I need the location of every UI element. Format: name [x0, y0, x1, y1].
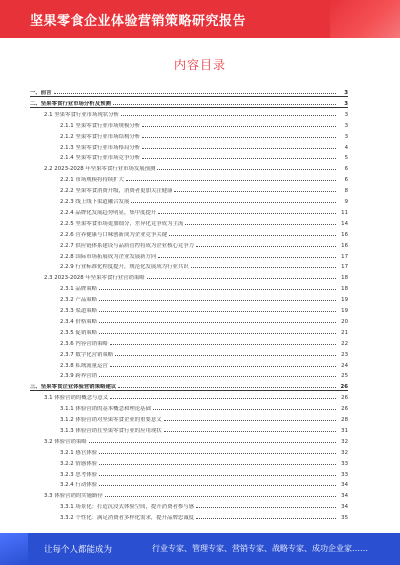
toc-entry-label: 一、前言 — [30, 90, 52, 96]
toc-entry-label: 3.2.1 感官体验 — [60, 449, 97, 456]
toc-entry[interactable] — [44, 489, 348, 499]
toc-entry-page: 3 — [344, 122, 348, 129]
footer-decoration — [0, 533, 28, 565]
toc-entry-label: 3.2.3 思考体验 — [60, 471, 97, 478]
toc-entry[interactable] — [44, 162, 348, 172]
toc-entry-page: 5 — [344, 155, 348, 162]
toc-entry-label: 3.2 体验营销策略 — [44, 438, 87, 445]
toc-entry[interactable] — [60, 239, 348, 249]
toc-entry-page: 32 — [341, 438, 348, 445]
toc-dot-leader — [142, 126, 336, 127]
toc-entry-label: 2.2 2023-2028 年坚果零食行业市场发展预测 — [44, 166, 156, 173]
footer-right-text: 行业专家、管理专家、营销专家、战略专家、成功企业家…… — [152, 544, 368, 553]
toc-dot-leader — [99, 453, 336, 454]
toc-entry-page: 18 — [341, 275, 348, 282]
toc-dot-leader — [185, 224, 336, 225]
toc-dot-leader — [142, 137, 336, 138]
toc-dot-leader — [158, 213, 336, 214]
toc-entry[interactable] — [60, 217, 348, 227]
toc-entry-page: 21 — [341, 329, 348, 336]
toc-entry-page: 16 — [341, 242, 348, 249]
toc-entry-label: 2.3.3 渠道策略 — [60, 308, 97, 314]
toc-entry-label: 3.1.3 体验营销在坚果零食行业的应用现状 — [60, 427, 162, 434]
toc-entry-page: 32 — [341, 449, 348, 456]
toc-entry-page: 35 — [341, 515, 348, 522]
toc-entry[interactable] — [60, 468, 348, 478]
toc-dot-leader — [110, 398, 336, 399]
toc-dot-leader — [153, 409, 336, 410]
toc-entry-page: 4 — [344, 144, 348, 151]
toc-dot-leader — [99, 464, 336, 465]
header-decoration — [330, 0, 400, 38]
toc-entry-page: 26 — [340, 384, 348, 391]
toc-entry-label: 2.3 2023-2028 年坚果零食行业营销策略 — [44, 275, 145, 282]
toc-dot-leader — [126, 180, 336, 181]
toc-entry[interactable] — [60, 337, 348, 347]
toc-entry-label: 2.3.7 数字化营销策略 — [60, 351, 114, 358]
toc-entry-label: 2.3.1 品牌策略 — [60, 286, 97, 293]
toc-dot-leader — [196, 518, 336, 519]
toc-entry-page: 33 — [341, 471, 348, 478]
toc-entry[interactable] — [60, 359, 348, 369]
toc-dot-leader — [174, 191, 336, 192]
toc-entry-label: 2.2.6 营养健康与口味创新成为企业竞争关键 — [60, 231, 168, 238]
toc-entry[interactable] — [30, 380, 348, 391]
toc-dot-leader — [99, 311, 336, 312]
toc-entry-label: 3.2.2 情感体验 — [60, 460, 97, 467]
toc-dot-leader — [99, 376, 336, 377]
toc-entry-page: 25 — [341, 373, 348, 380]
toc-dot-leader — [99, 475, 336, 476]
toc-entry[interactable] — [60, 511, 348, 521]
toc-dot-leader — [99, 485, 336, 486]
toc-dot-leader — [158, 257, 336, 258]
toc-entry-label: 3.3.2 个性化：满足消费者多样化需求，提升品牌忠诚度 — [60, 515, 195, 522]
report-header — [0, 0, 400, 38]
toc-entry-label: 2.3.6 内容营销策略 — [60, 340, 108, 347]
toc-entry-page: 33 — [341, 460, 348, 467]
toc-entry-label: 3.1.1 体验营销的基本概念和理论基础 — [60, 406, 151, 413]
toc-entry[interactable] — [30, 97, 348, 108]
toc-entry[interactable] — [60, 119, 348, 129]
footer-left-text: 让每个人都能成为 — [44, 545, 113, 555]
toc-entry-label: 2.2.3 线上线下渠道融合发展 — [60, 199, 130, 205]
toc-entry-page: 16 — [341, 231, 348, 238]
toc-dot-leader — [164, 431, 336, 432]
toc-dot-leader — [110, 344, 336, 345]
toc-dot-leader — [105, 496, 336, 497]
toc-entry[interactable] — [60, 424, 348, 434]
toc-entry[interactable] — [60, 141, 348, 151]
toc-dot-leader — [89, 442, 336, 443]
toc-entry[interactable] — [60, 228, 348, 238]
toc-entry-page: 6 — [344, 166, 348, 173]
toc-entry-label: 2.2.9 行业标准化程度提升，规范化发展成为行业共识 — [60, 264, 189, 271]
toc-dot-leader — [115, 355, 336, 356]
toc-entry-label: 2.3.5 促销策略 — [60, 329, 97, 336]
toc-dot-leader — [131, 202, 336, 203]
toc-entry-label: 2.2.2 坚果零食消费升级，消费者更加关注健康 — [60, 188, 173, 195]
toc-dot-leader — [99, 333, 336, 334]
toc-entry[interactable] — [44, 391, 348, 401]
toc-dot-leader — [142, 148, 336, 149]
toc-entry-page: 3 — [344, 133, 348, 140]
toc-entry-page: 8 — [344, 188, 348, 195]
toc-entry-page: 31 — [341, 427, 348, 434]
toc-dot-leader — [99, 322, 336, 323]
toc-entry-page: 28 — [341, 417, 348, 423]
toc-entry[interactable] — [60, 293, 348, 303]
toc-entry-label: 2.3.2 产品策略 — [60, 297, 97, 304]
toc-dot-leader — [110, 366, 336, 367]
toc-entry[interactable] — [60, 315, 348, 325]
toc-entry-label: 2.2.1 市场规模将持续扩大 — [60, 177, 124, 184]
toc-dot-leader — [164, 420, 336, 421]
toc-entry-label: 2.1.4 坚果零食行业市场竞争分析 — [60, 155, 141, 162]
toc-entry-page: 34 — [341, 504, 348, 511]
toc-entry[interactable] — [60, 348, 348, 358]
toc-entry-label: 2.2.5 坚果零食市场更加细分，差异化竞争成为主流 — [60, 220, 184, 227]
toc-entry-page: 34 — [341, 493, 348, 500]
toc-entry-page: 34 — [341, 482, 348, 489]
toc-heading: 内容目录 — [173, 58, 226, 72]
toc-dot-leader — [99, 289, 336, 290]
toc-dot-leader — [113, 104, 336, 105]
toc-entry[interactable] — [60, 413, 348, 423]
toc-entry[interactable] — [60, 173, 348, 183]
toc-entry-label: 3.2.4 行动体验 — [60, 482, 97, 489]
toc-entry-page: 24 — [341, 362, 348, 369]
toc-entry-label: 2.1.2 坚果零食行业市场结构分析 — [60, 133, 141, 140]
toc-entry-page: 9 — [344, 199, 348, 205]
toc-dot-leader — [196, 246, 336, 247]
toc-entry-page: 19 — [341, 297, 348, 304]
toc-entry[interactable] — [44, 271, 348, 281]
toc-entry[interactable] — [60, 195, 348, 205]
toc-dot-leader — [54, 93, 336, 94]
toc-dot-leader — [169, 235, 336, 236]
toc-entry-label: 2.1 坚果零食行业市场现状分析 — [44, 111, 119, 118]
toc-dot-leader — [157, 169, 336, 170]
toc-entry[interactable] — [60, 130, 348, 140]
toc-entry-page: 20 — [341, 318, 348, 325]
toc-entry-page: 3 — [344, 90, 348, 96]
toc-entry[interactable] — [60, 304, 348, 314]
toc-dot-leader — [121, 115, 336, 116]
toc-entry[interactable] — [60, 250, 348, 260]
toc-entry[interactable] — [60, 457, 348, 467]
toc-entry-label: 2.1.3 坚果零食行业市场格局分析 — [60, 144, 141, 151]
toc-entry[interactable] — [60, 478, 348, 488]
toc-entry-page: 26 — [341, 395, 348, 402]
toc-entry-page: 17 — [341, 264, 348, 271]
toc-entry-label: 2.2.8 国际市场拓展成为企业发展新方向 — [60, 253, 157, 260]
toc-entry[interactable] — [60, 151, 348, 161]
toc-dot-leader — [196, 507, 336, 508]
toc-entry-label: 二、坚果零食行业市场分析及预测 — [30, 100, 111, 107]
toc-entry-page: 17 — [341, 253, 348, 260]
toc-entry-label: 3.1.2 体验营销对坚果零食企业的重要意义 — [60, 417, 162, 423]
toc-entry-label: 2.3.8 私域流量运营 — [60, 362, 108, 369]
toc-entry[interactable] — [60, 260, 348, 270]
toc-entry[interactable] — [60, 206, 348, 216]
report-title: 坚果零食企业体验营销策略研究报告 — [30, 14, 247, 29]
toc-entry-page: 3 — [344, 111, 348, 118]
toc-entry-label: 2.1.1 坚果零食行业市场规模分析 — [60, 122, 141, 129]
toc-entry-label: 3.3 体验营销的实施路径 — [44, 493, 103, 500]
toc-entry[interactable] — [60, 326, 348, 336]
toc-entry-label: 2.3.4 价格策略 — [60, 318, 97, 325]
toc-entry-page: 19 — [341, 308, 348, 314]
toc-entry-page: 6 — [344, 177, 348, 184]
toc-entry[interactable] — [60, 500, 348, 510]
toc-entry[interactable] — [44, 435, 348, 445]
toc-entry-label: 三、坚果零食企业体验营销策略建议 — [30, 384, 117, 391]
toc-entry[interactable] — [60, 282, 348, 292]
toc-entry-page: 22 — [341, 340, 348, 347]
toc-entry-page: 23 — [341, 351, 348, 358]
report-footer — [0, 533, 400, 565]
toc-entry[interactable] — [30, 86, 348, 97]
toc-entry-page: 18 — [341, 286, 348, 293]
toc-entry-label: 2.2.4 品牌化发展趋势明显，集中度提升 — [60, 209, 157, 216]
toc-dot-leader — [142, 158, 336, 159]
toc-dot-leader — [118, 387, 336, 388]
toc-entry-label: 2.2.7 供应链体系建设与品质管控将成为企业核心竞争力 — [60, 242, 195, 249]
toc-entry-page: 3 — [344, 100, 348, 107]
toc-entry-label: 3.3.1 场景化：打造沉浸式体验空间，提升消费者参与感 — [60, 504, 195, 511]
toc-dot-leader — [147, 278, 336, 279]
toc-entry[interactable] — [44, 108, 348, 118]
toc-dot-leader — [99, 300, 336, 301]
toc-entry-page: 26 — [341, 406, 348, 413]
toc-entry[interactable] — [60, 369, 348, 379]
toc-entry[interactable] — [60, 402, 348, 412]
toc-entry-page: 14 — [341, 220, 348, 227]
toc-entry-page: 11 — [341, 209, 348, 216]
toc-entry[interactable] — [60, 184, 348, 194]
toc-dot-leader — [191, 267, 336, 268]
toc-entry-label: 3.1 体验营销的概念与意义 — [44, 395, 109, 402]
toc-entry[interactable] — [60, 446, 348, 456]
toc-entry-label: 2.3.9 跨界营销 — [60, 373, 97, 380]
